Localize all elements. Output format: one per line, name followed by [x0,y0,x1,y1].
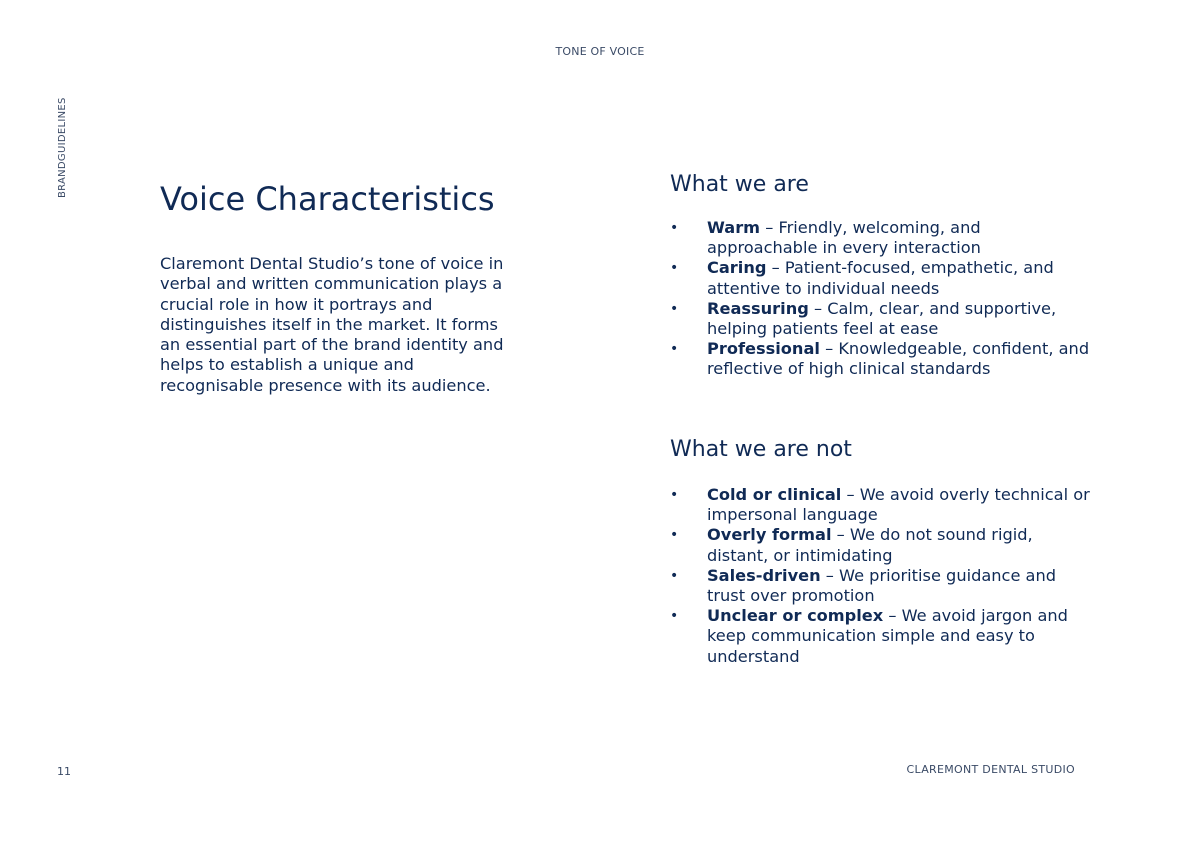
bullet-icon: • [670,300,679,317]
list-item-description: – Calm, clear, and supportive, helping patients feel at ease [707,298,1057,339]
list-item-description: – We prioritise guidance and trust over promotion [707,565,1056,606]
list-item-description: – Patient-focused, empathetic, and attentive to individual needs [707,258,1054,298]
list-item-term: Warm [707,218,761,237]
list-item [670,606,1090,667]
list-item-description: – Friendly, welcoming, and approachable in every interaction [707,218,981,258]
list-item-term: Sales-driven [707,565,821,585]
what-we-are-heading: What we are [670,172,809,197]
bullet-icon: • [670,220,679,236]
what-we-are-not-heading: What we are not [670,437,852,462]
list-item-description: – We avoid jargon and keep communication simple and easy to understand [707,606,1068,666]
list-item [670,485,1090,525]
what-we-are-not-list [670,485,1090,667]
list-item-term: Unclear or complex [707,606,884,626]
list-item [670,566,1090,606]
what-we-are-list [670,218,1090,380]
side-label: BRANDGUIDELINES [57,97,68,198]
bullet-icon: • [670,567,679,584]
bullet-icon: • [670,527,679,544]
list-item-description: – We do not sound rigid, distant, or intimidating [707,525,1033,565]
list-item-term: Professional [707,339,820,359]
bullet-icon: • [670,608,679,625]
list-item-description: – We avoid overly technical or impersonal language [707,485,1090,525]
list-item-term: Reassuring [707,298,809,318]
list-item [670,299,1090,339]
list-item-description: – Knowledgeable, confident, and reflective of high clinical standards [707,339,1090,379]
page-title: Voice Characteristics [160,180,495,218]
list-item [670,218,1090,258]
footer-brand: CLAREMONT DENTAL STUDIO [906,763,1075,776]
list-item [670,258,1090,298]
list-item-term: Overly formal [707,525,832,545]
intro-paragraph: Claremont Dental Studio’s tone of voice in verbal and written communication plays a crucial role in how it portrays and distinguishes itself in the market. It forms an essential part of the brand identity and helps to establish a unique and recognisable presence with its audience. [160,254,504,395]
list-item-term: Caring [707,258,767,278]
bullet-icon: • [670,341,679,358]
section-header: TONE OF VOICE [555,45,645,58]
list-item [670,525,1090,565]
list-item-term: Cold or clinical [707,485,842,504]
page-number: 11 [57,765,71,778]
bullet-icon: • [670,260,679,277]
list-item [670,339,1090,379]
bullet-icon: • [670,487,679,503]
